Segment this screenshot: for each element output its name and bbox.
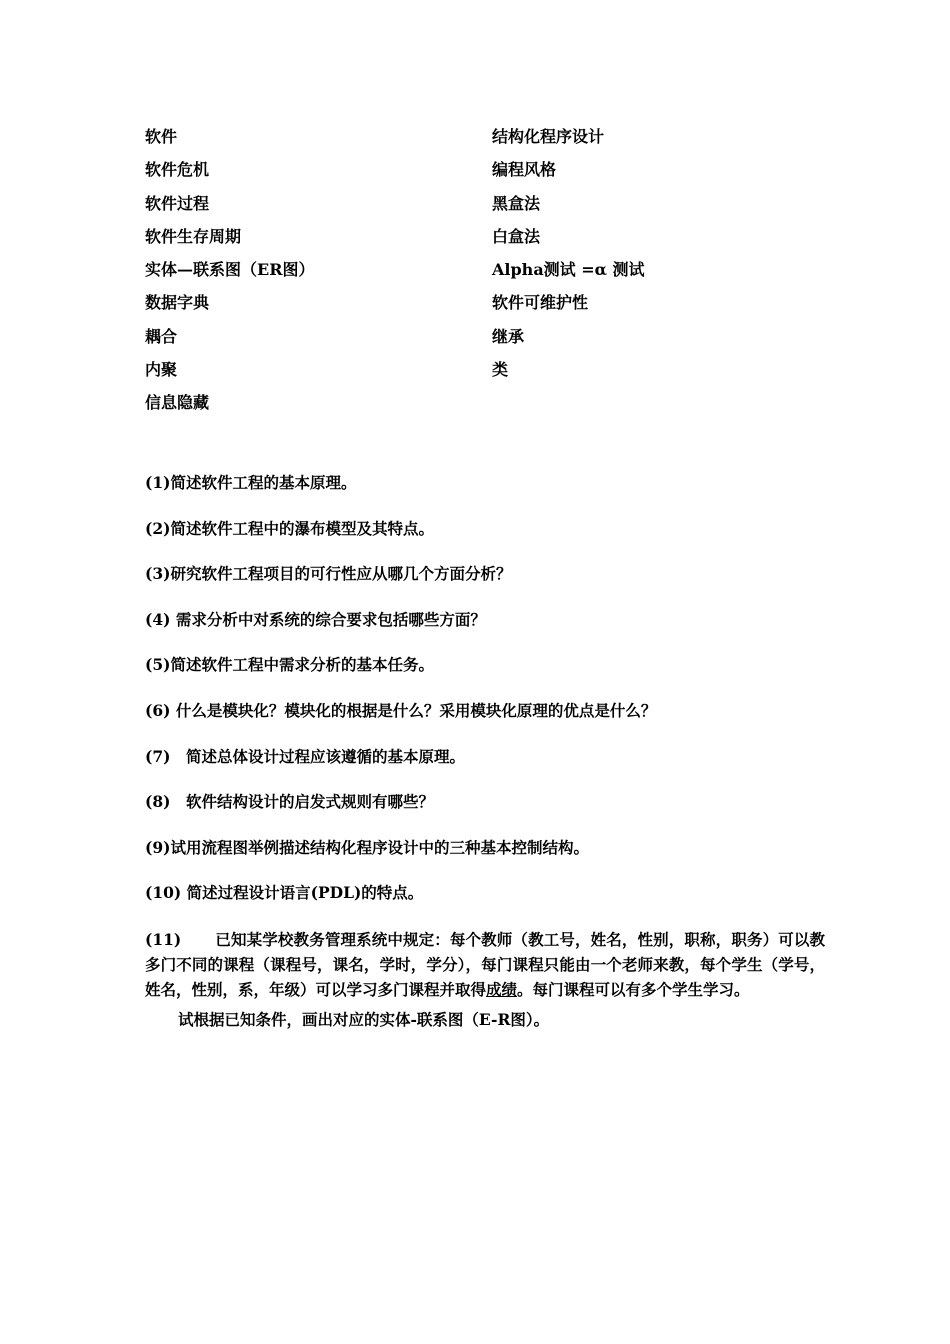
question-item: (4) 需求分析中对系统的综合要求包括哪些方面？ <box>145 609 486 629</box>
question-item: (1)简述软件工程的基本原理。 <box>145 473 357 492</box>
question-item: (9)试用流程图举例描述结构化程序设计中的三种基本控制结构。 <box>145 837 589 857</box>
term-item: 耦合 <box>145 326 178 346</box>
term-item: 软件过程 <box>145 193 210 213</box>
question-11-text-end: 。每门课程可以有多个学生学习。 <box>517 979 750 999</box>
term-item: 内聚 <box>145 360 178 380</box>
term-item: 信息隐藏 <box>145 393 210 413</box>
question-item: (3)研究软件工程项目的可行性应从哪几个方面分析？ <box>145 564 512 584</box>
question-11-instruction: 试根据已知条件，画出对应的实体-联系图（E-R图）。 <box>178 1009 550 1029</box>
term-item: 实体—联系图（ER图） <box>145 260 315 280</box>
term-item: 继承 <box>492 326 525 346</box>
term-item: 数据字典 <box>145 293 210 313</box>
term-item: Alpha测试 =α 测试 <box>492 260 645 280</box>
term-item: 软件危机 <box>145 160 210 180</box>
question-11-number: (11) <box>145 929 182 949</box>
terms-right-column <box>492 125 645 391</box>
terms-left-column <box>145 125 315 425</box>
term-item: 软件 <box>145 127 178 146</box>
question-item: (10) 简述过程设计语言(PDL)的特点。 <box>145 883 424 903</box>
term-item: 结构化程序设计 <box>492 127 605 146</box>
question-item: (5)简述软件工程中需求分析的基本任务。 <box>145 655 434 675</box>
term-item: 白盒法 <box>492 226 541 246</box>
question-item: (7) 简述总体设计过程应该遵循的基本原理。 <box>145 746 465 766</box>
question-11 <box>145 927 825 1002</box>
question-11-underlined: 成绩 <box>486 979 518 999</box>
term-item: 软件可维护性 <box>492 293 589 313</box>
questions-list <box>145 471 825 1032</box>
question-item: (2)简述软件工程中的瀑布模型及其特点。 <box>145 518 434 538</box>
term-item: 黑盒法 <box>492 193 541 213</box>
question-item: (8) 软件结构设计的启发式规则有哪些？ <box>145 792 434 812</box>
question-11-text: 已知某学校教务管理系统中规定：每个教师（教工号，姓名，性别，职称，职务）可以教多门不同的课程（课程号，课名，学时，学分），每门课程只能由一个老师来教，每个学生（学号，姓名，性别，系，年级）可以学习多门课程并取得 <box>145 929 825 999</box>
term-item: 编程风格 <box>492 160 557 180</box>
question-item: (6) 什么是模块化？模块化的根据是什么？采用模块化原理的优点是什么？ <box>145 700 657 720</box>
term-item: 类 <box>492 360 509 380</box>
term-item: 软件生存周期 <box>145 226 242 246</box>
